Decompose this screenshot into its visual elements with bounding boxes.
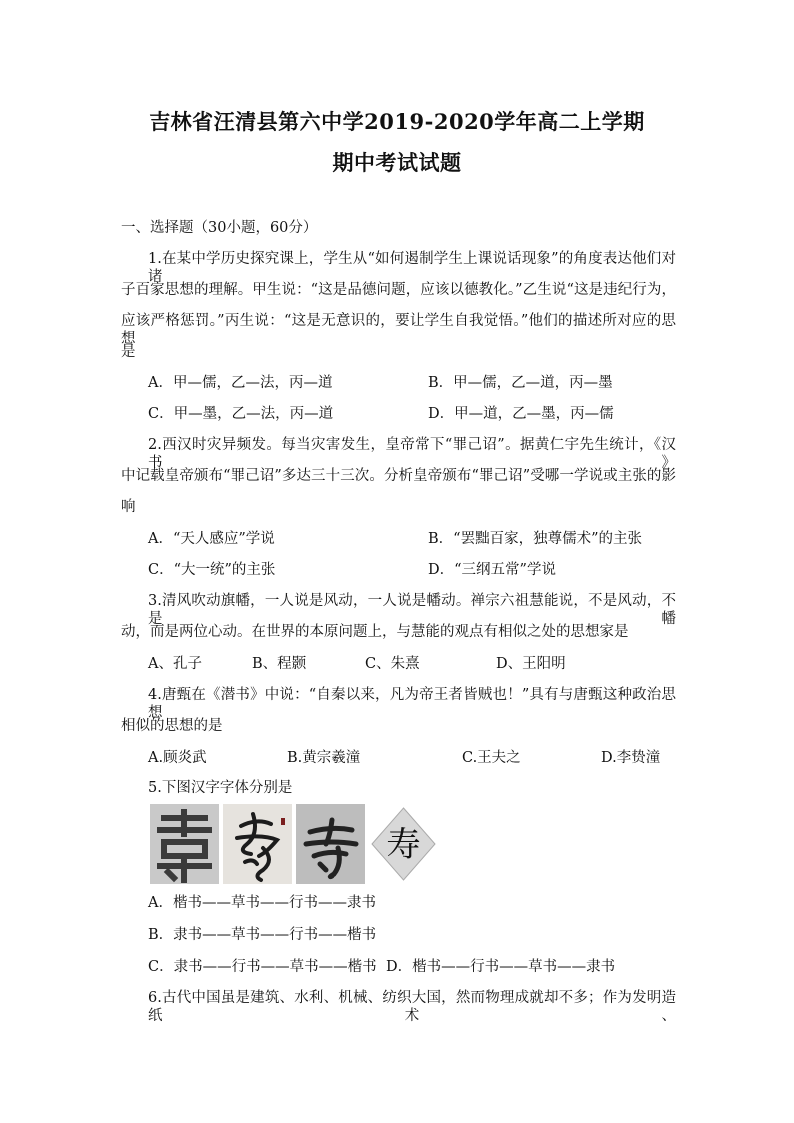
q4-option-d: D.李贽潼 <box>601 750 661 766</box>
cursive-script-image <box>223 804 292 884</box>
regular-glyph: 寿 <box>386 825 421 865</box>
q1-option-d: D．甲—道，乙—墨，丙—儒 <box>428 406 614 422</box>
q4-line-1: 4.唐甄在《潜书》中说：“自秦以来，凡为帝王者皆贼也！”具有与唐甄这种政治思想 <box>148 687 676 721</box>
q1-option-b: B．甲—儒，乙—道，丙—墨 <box>428 375 613 391</box>
q5-option-a: A．楷书——草书——行书——隶书 <box>148 895 376 911</box>
q3-option-b: B、程颢 <box>252 656 307 672</box>
q5-option-c: C．隶书——行书——草书——楷书 <box>148 959 377 975</box>
q1-line-2: 子百家思想的理解。甲生说：“这是品德问题，应该以德教化。”乙生说“这是违纪行为， <box>121 282 676 298</box>
q4-option-a: A.顾炎武 <box>148 750 207 766</box>
running-script-image <box>296 804 365 884</box>
q2-option-c: C．“大一统”的主张 <box>148 562 276 578</box>
q3-option-a: A、孔子 <box>148 656 202 672</box>
exam-title-line1: 吉林省汪清县第六中学2019-2020学年高二上学期 <box>149 109 645 134</box>
q3-option-c: C、朱熹 <box>365 656 420 672</box>
calligraphy-images <box>150 804 440 884</box>
q5-line-1: 5.下图汉字字体分别是 <box>148 780 293 796</box>
q4-line-2: 相似的思想的是 <box>121 718 223 734</box>
q3-option-d: D、王阳明 <box>496 656 566 672</box>
q1-option-c: C．甲—墨，乙—法，丙—道 <box>148 406 334 422</box>
q1-line-4: 是 <box>121 344 136 360</box>
exam-title-line2: 期中考试试题 <box>332 150 462 175</box>
q5-option-b: B．隶书——草书——行书——楷书 <box>148 927 377 943</box>
q3-line-2: 动，而是两位心动。在世界的本原问题上，与慧能的观点有相似之处的思想家是 <box>121 624 629 640</box>
q2-line-3: 响 <box>121 499 136 515</box>
regular-script-image <box>369 804 438 884</box>
q3-line-1: 3.清风吹动旗幡，一人说是风动，一人说是幡动。禅宗六祖慧能说，不是风动，不是幡 <box>148 593 676 627</box>
q4-option-c: C.王夫之 <box>462 750 521 766</box>
q1-line-1: 1.在某中学历史探究课上，学生从“如何遏制学生上课说话现象”的角度表达他们对诸 <box>148 251 676 285</box>
q1-line-3: 应该严格惩罚。”丙生说：“这是无意识的，要让学生自我觉悟。”他们的描述所对应的思想 <box>121 313 676 347</box>
q2-option-d: D．“三纲五常”学说 <box>428 562 556 578</box>
q4-option-b: B.黄宗羲潼 <box>287 750 361 766</box>
q5-option-d: D．楷书——行书——草书——隶书 <box>386 959 616 975</box>
q2-option-b: B．“罢黜百家，独尊儒术”的主张 <box>428 531 642 547</box>
seal-script-image <box>150 804 219 884</box>
q2-option-a: A．“天人感应”学说 <box>148 531 275 547</box>
q1-option-a: A．甲—儒，乙—法，丙—道 <box>148 375 333 391</box>
q6-line-1: 6.古代中国虽是建筑、水利、机械、纺织大国，然而物理成就却不多；作为发明造纸术、 <box>148 990 676 1024</box>
section-heading: 一、选择题（30小题，60分） <box>121 220 318 236</box>
q2-line-1: 2.西汉时灾异频发。每当灾害发生，皇帝常下“罪己诏”。据黄仁宇先生统计，《汉书》 <box>148 437 676 471</box>
q2-line-2: 中记载皇帝颁布“罪己诏”多达三十三次。分析皇帝颁布“罪己诏”受哪一学说或主张的影 <box>121 468 676 484</box>
